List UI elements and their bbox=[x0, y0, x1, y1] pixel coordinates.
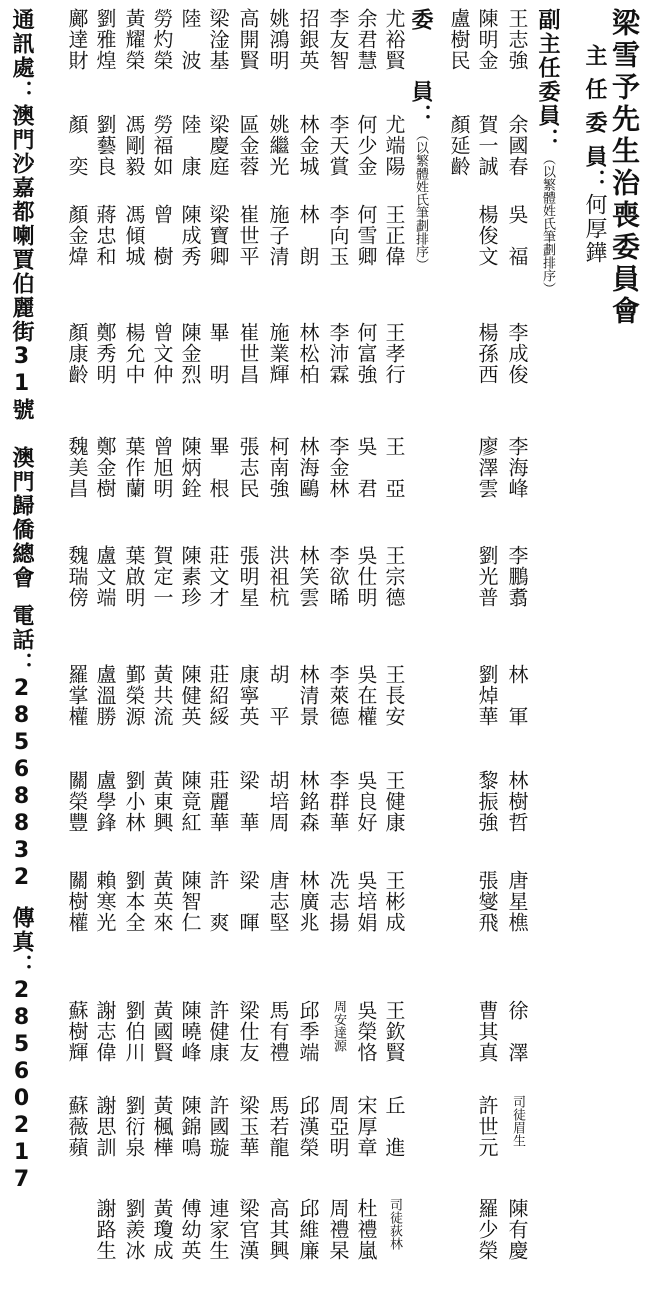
name-entry: 劉本全 bbox=[122, 870, 146, 933]
name-entry: 蘇薇蘋 bbox=[65, 1095, 89, 1158]
name-entry: 周禮杲 bbox=[326, 1198, 350, 1261]
name-entry: 鄺達財 bbox=[65, 8, 89, 71]
name-entry: 唐星樵 bbox=[505, 870, 529, 933]
name-entry: 吳良好 bbox=[354, 770, 378, 833]
name-entry: 曾 樹 bbox=[150, 204, 174, 267]
name-entry: 陳曉峰 bbox=[178, 1000, 202, 1063]
phone-label: 電話： bbox=[9, 604, 34, 676]
name-entry: 劉小林 bbox=[122, 770, 146, 833]
name-entry: 賴寒光 bbox=[93, 870, 117, 933]
name-entry: 李海峰 bbox=[505, 436, 529, 499]
name-entry: 梁慶庭 bbox=[206, 114, 230, 177]
name-entry: 周安達源 bbox=[331, 1000, 346, 1052]
name-entry: 陳竟紅 bbox=[178, 770, 202, 833]
name-entry: 何雪卿 bbox=[354, 204, 378, 267]
name-entry: 招銀英 bbox=[296, 8, 320, 71]
name-entry: 鄭金樹 bbox=[93, 436, 117, 499]
name-entry: 余君慧 bbox=[354, 8, 378, 71]
name-entry: 鄭秀明 bbox=[93, 322, 117, 385]
fax-number: 28560217 bbox=[9, 978, 34, 1194]
name-entry: 勞福如 bbox=[150, 114, 174, 177]
name-entry: 盧溫勝 bbox=[93, 664, 117, 727]
name-entry: 周亞明 bbox=[326, 1095, 350, 1158]
name-entry: 陳成秀 bbox=[178, 204, 202, 267]
name-entry: 鄞榮源 bbox=[122, 664, 146, 727]
name-entry: 顏 奕 bbox=[65, 114, 89, 177]
name-entry: 賀一誠 bbox=[475, 114, 499, 177]
fax-label: 傳真： bbox=[9, 906, 34, 978]
name-entry: 王健康 bbox=[382, 770, 406, 833]
name-entry: 楊俊文 bbox=[475, 204, 499, 267]
name-entry: 李沛霖 bbox=[326, 322, 350, 385]
name-entry: 許世元 bbox=[475, 1095, 499, 1158]
name-entry: 梁仕友 bbox=[236, 1000, 260, 1063]
vice-chairmen-note: （以繁體姓氏筆劃排序） bbox=[540, 152, 555, 295]
name-entry: 王 亞 bbox=[382, 436, 406, 499]
chairman-label: 主 任 委 員： bbox=[582, 44, 607, 193]
name-entry: 葉啟明 bbox=[122, 545, 146, 608]
name-entry: 陳素珍 bbox=[178, 545, 202, 608]
members-note: （以繁體姓氏筆劃排序） bbox=[413, 128, 428, 271]
name-entry: 王欽賢 bbox=[382, 1000, 406, 1063]
chairman-name: 何厚鏵 bbox=[582, 192, 607, 265]
name-entry: 劉光普 bbox=[475, 545, 499, 608]
phone-number: 28568832 bbox=[9, 676, 34, 892]
name-entry: 黃國賢 bbox=[150, 1000, 174, 1063]
name-entry: 李欲晞 bbox=[326, 545, 350, 608]
name-entry: 林清景 bbox=[296, 664, 320, 727]
name-entry: 勞灼榮 bbox=[150, 8, 174, 71]
name-entry: 關榮豐 bbox=[65, 770, 89, 833]
name-entry: 林 朗 bbox=[296, 204, 320, 267]
name-entry: 黃英來 bbox=[150, 870, 174, 933]
name-entry: 馮剛毅 bbox=[122, 114, 146, 177]
name-entry: 姚鴻明 bbox=[266, 8, 290, 71]
name-entry: 馬有禮 bbox=[266, 1000, 290, 1063]
name-entry: 王長安 bbox=[382, 664, 406, 727]
name-entry: 胡培周 bbox=[266, 770, 290, 833]
name-entry: 顏延齡 bbox=[447, 114, 471, 177]
name-entry: 梁玉華 bbox=[236, 1095, 260, 1158]
name-entry: 劉羨冰 bbox=[122, 1198, 146, 1261]
name-entry: 吳在權 bbox=[354, 664, 378, 727]
name-entry: 黃瓊成 bbox=[150, 1198, 174, 1261]
name-entry: 胡 平 bbox=[266, 664, 290, 727]
name-entry: 畢 明 bbox=[206, 322, 230, 385]
name-entry: 邱季端 bbox=[296, 1000, 320, 1063]
name-entry: 吳 福 bbox=[505, 204, 529, 267]
name-entry: 王宗德 bbox=[382, 545, 406, 608]
name-entry: 黃東興 bbox=[150, 770, 174, 833]
name-entry: 柯南強 bbox=[266, 436, 290, 499]
name-entry: 李金林 bbox=[326, 436, 350, 499]
name-entry: 盧樹民 bbox=[447, 8, 471, 71]
name-entry: 梁寶卿 bbox=[206, 204, 230, 267]
name-entry: 謝思訓 bbox=[93, 1095, 117, 1158]
name-entry: 李友智 bbox=[326, 8, 350, 71]
name-entry: 李鵬翥 bbox=[505, 545, 529, 608]
name-entry: 吳榮恪 bbox=[354, 1000, 378, 1063]
name-entry: 曾旭明 bbox=[150, 436, 174, 499]
members-header bbox=[406, 8, 434, 271]
name-entry: 陸 康 bbox=[178, 114, 202, 177]
name-entry: 洪祖杭 bbox=[266, 545, 290, 608]
name-entry: 張明星 bbox=[236, 545, 260, 608]
name-entry: 畢 根 bbox=[206, 436, 230, 499]
name-entry: 吳 君 bbox=[354, 436, 378, 499]
name-entry: 梁官漢 bbox=[236, 1198, 260, 1261]
name-entry: 李群華 bbox=[326, 770, 350, 833]
name-entry: 司徒眉生 bbox=[510, 1095, 525, 1147]
contact-column bbox=[6, 8, 36, 1194]
name-entry: 盧學鋒 bbox=[93, 770, 117, 833]
address-label: 通訊處： bbox=[9, 8, 34, 104]
name-entry: 蔣忠和 bbox=[93, 204, 117, 267]
name-entry: 張燮飛 bbox=[475, 870, 499, 933]
name-entry: 許 爽 bbox=[206, 870, 230, 933]
vice-chairmen-header bbox=[533, 8, 561, 295]
name-entry: 蘇樹輝 bbox=[65, 1000, 89, 1063]
name-entry: 林樹哲 bbox=[505, 770, 529, 833]
name-entry: 黎振強 bbox=[475, 770, 499, 833]
name-entry: 陳炳銓 bbox=[178, 436, 202, 499]
name-entry: 傅幼英 bbox=[178, 1198, 202, 1261]
name-entry: 曾文仲 bbox=[150, 322, 174, 385]
name-entry: 梁 暉 bbox=[236, 870, 260, 933]
vice-chairmen-label: 副主任委員： bbox=[535, 8, 560, 152]
name-entry: 余國春 bbox=[505, 114, 529, 177]
name-entry: 王志強 bbox=[505, 8, 529, 71]
name-entry: 謝志偉 bbox=[93, 1000, 117, 1063]
name-entry: 王孝行 bbox=[382, 322, 406, 385]
name-entry: 魏美昌 bbox=[65, 436, 89, 499]
name-entry: 陳健英 bbox=[178, 664, 202, 727]
chairman-line bbox=[580, 44, 608, 265]
name-entry: 陸 波 bbox=[178, 8, 202, 71]
name-entry: 黃楓樺 bbox=[150, 1095, 174, 1158]
name-entry: 關樹權 bbox=[65, 870, 89, 933]
name-entry: 尤端陽 bbox=[382, 114, 406, 177]
name-entry: 林銘森 bbox=[296, 770, 320, 833]
name-entry: 邱維廉 bbox=[296, 1198, 320, 1261]
name-entry: 莊紹綏 bbox=[206, 664, 230, 727]
name-entry: 何富強 bbox=[354, 322, 378, 385]
name-entry: 司徒荻林 bbox=[387, 1198, 402, 1250]
name-entry: 楊允中 bbox=[122, 322, 146, 385]
name-entry: 黃共流 bbox=[150, 664, 174, 727]
name-entry: 林松柏 bbox=[296, 322, 320, 385]
name-entry: 顏金煒 bbox=[65, 204, 89, 267]
name-entry: 崔世平 bbox=[236, 204, 260, 267]
name-entry: 劉焯華 bbox=[475, 664, 499, 727]
name-entry: 梁淦基 bbox=[206, 8, 230, 71]
name-entry: 吳培娟 bbox=[354, 870, 378, 933]
name-entry: 林廣兆 bbox=[296, 870, 320, 933]
name-entry: 唐志堅 bbox=[266, 870, 290, 933]
name-entry: 陳智仁 bbox=[178, 870, 202, 933]
name-entry: 崔世昌 bbox=[236, 322, 260, 385]
name-entry: 賀定一 bbox=[150, 545, 174, 608]
name-entry: 劉藝良 bbox=[93, 114, 117, 177]
name-entry: 楊孫西 bbox=[475, 322, 499, 385]
name-entry: 盧文端 bbox=[93, 545, 117, 608]
name-entry: 吳仕明 bbox=[354, 545, 378, 608]
name-entry: 劉雅煌 bbox=[93, 8, 117, 71]
name-entry: 林海鷗 bbox=[296, 436, 320, 499]
name-entry: 羅少榮 bbox=[475, 1198, 499, 1261]
name-entry: 莊麗華 bbox=[206, 770, 230, 833]
name-entry: 羅掌權 bbox=[65, 664, 89, 727]
name-entry: 李向玉 bbox=[326, 204, 350, 267]
name-entry: 何少金 bbox=[354, 114, 378, 177]
name-entry: 林笑雲 bbox=[296, 545, 320, 608]
name-entry: 姚繼光 bbox=[266, 114, 290, 177]
name-entry: 林金城 bbox=[296, 114, 320, 177]
name-entry: 黃耀榮 bbox=[122, 8, 146, 71]
name-entry: 許國璇 bbox=[206, 1095, 230, 1158]
name-entry: 李萊德 bbox=[326, 664, 350, 727]
name-entry: 許健康 bbox=[206, 1000, 230, 1063]
name-entry: 顏康齡 bbox=[65, 322, 89, 385]
address-text: 澳門沙嘉都喇賈伯麗街31號 澳門歸僑總會 bbox=[9, 104, 34, 590]
name-entry: 陳有慶 bbox=[505, 1198, 529, 1261]
name-entry: 謝路生 bbox=[93, 1198, 117, 1261]
name-entry: 李成俊 bbox=[505, 322, 529, 385]
name-entry: 廖澤雲 bbox=[475, 436, 499, 499]
name-entry: 莊文才 bbox=[206, 545, 230, 608]
name-entry: 馮傾城 bbox=[122, 204, 146, 267]
name-entry: 葉作蘭 bbox=[122, 436, 146, 499]
committee-title: 梁雪予先生治喪委員會 bbox=[608, 8, 641, 328]
name-entry: 陳錦鳴 bbox=[178, 1095, 202, 1158]
name-entry: 陳明金 bbox=[475, 8, 499, 71]
name-entry: 尤裕賢 bbox=[382, 8, 406, 71]
name-entry: 李天賞 bbox=[326, 114, 350, 177]
name-entry: 魏瑞傍 bbox=[65, 545, 89, 608]
name-entry: 連家生 bbox=[206, 1198, 230, 1261]
name-entry: 施子清 bbox=[266, 204, 290, 267]
name-entry: 康寧英 bbox=[236, 664, 260, 727]
name-entry: 丘 進 bbox=[382, 1095, 406, 1158]
name-entry: 高其興 bbox=[266, 1198, 290, 1261]
members-label: 委 員： bbox=[408, 8, 433, 128]
name-entry: 梁 華 bbox=[236, 770, 260, 833]
name-entry: 劉衍泉 bbox=[122, 1095, 146, 1158]
name-entry: 冼志揚 bbox=[326, 870, 350, 933]
name-entry: 邱漢榮 bbox=[296, 1095, 320, 1158]
name-entry: 劉伯川 bbox=[122, 1000, 146, 1063]
name-entry: 張志民 bbox=[236, 436, 260, 499]
name-entry: 高開賢 bbox=[236, 8, 260, 71]
name-entry: 杜禮嵐 bbox=[354, 1198, 378, 1261]
name-entry: 曹其真 bbox=[475, 1000, 499, 1063]
name-entry: 馬若龍 bbox=[266, 1095, 290, 1158]
name-entry: 徐 澤 bbox=[505, 1000, 529, 1063]
name-entry: 宋厚章 bbox=[354, 1095, 378, 1158]
name-entry: 施業輝 bbox=[266, 322, 290, 385]
name-entry: 王正偉 bbox=[382, 204, 406, 267]
name-entry: 陳金烈 bbox=[178, 322, 202, 385]
name-entry: 王彬成 bbox=[382, 870, 406, 933]
name-entry: 林 軍 bbox=[505, 664, 529, 727]
name-entry: 區金蓉 bbox=[236, 114, 260, 177]
